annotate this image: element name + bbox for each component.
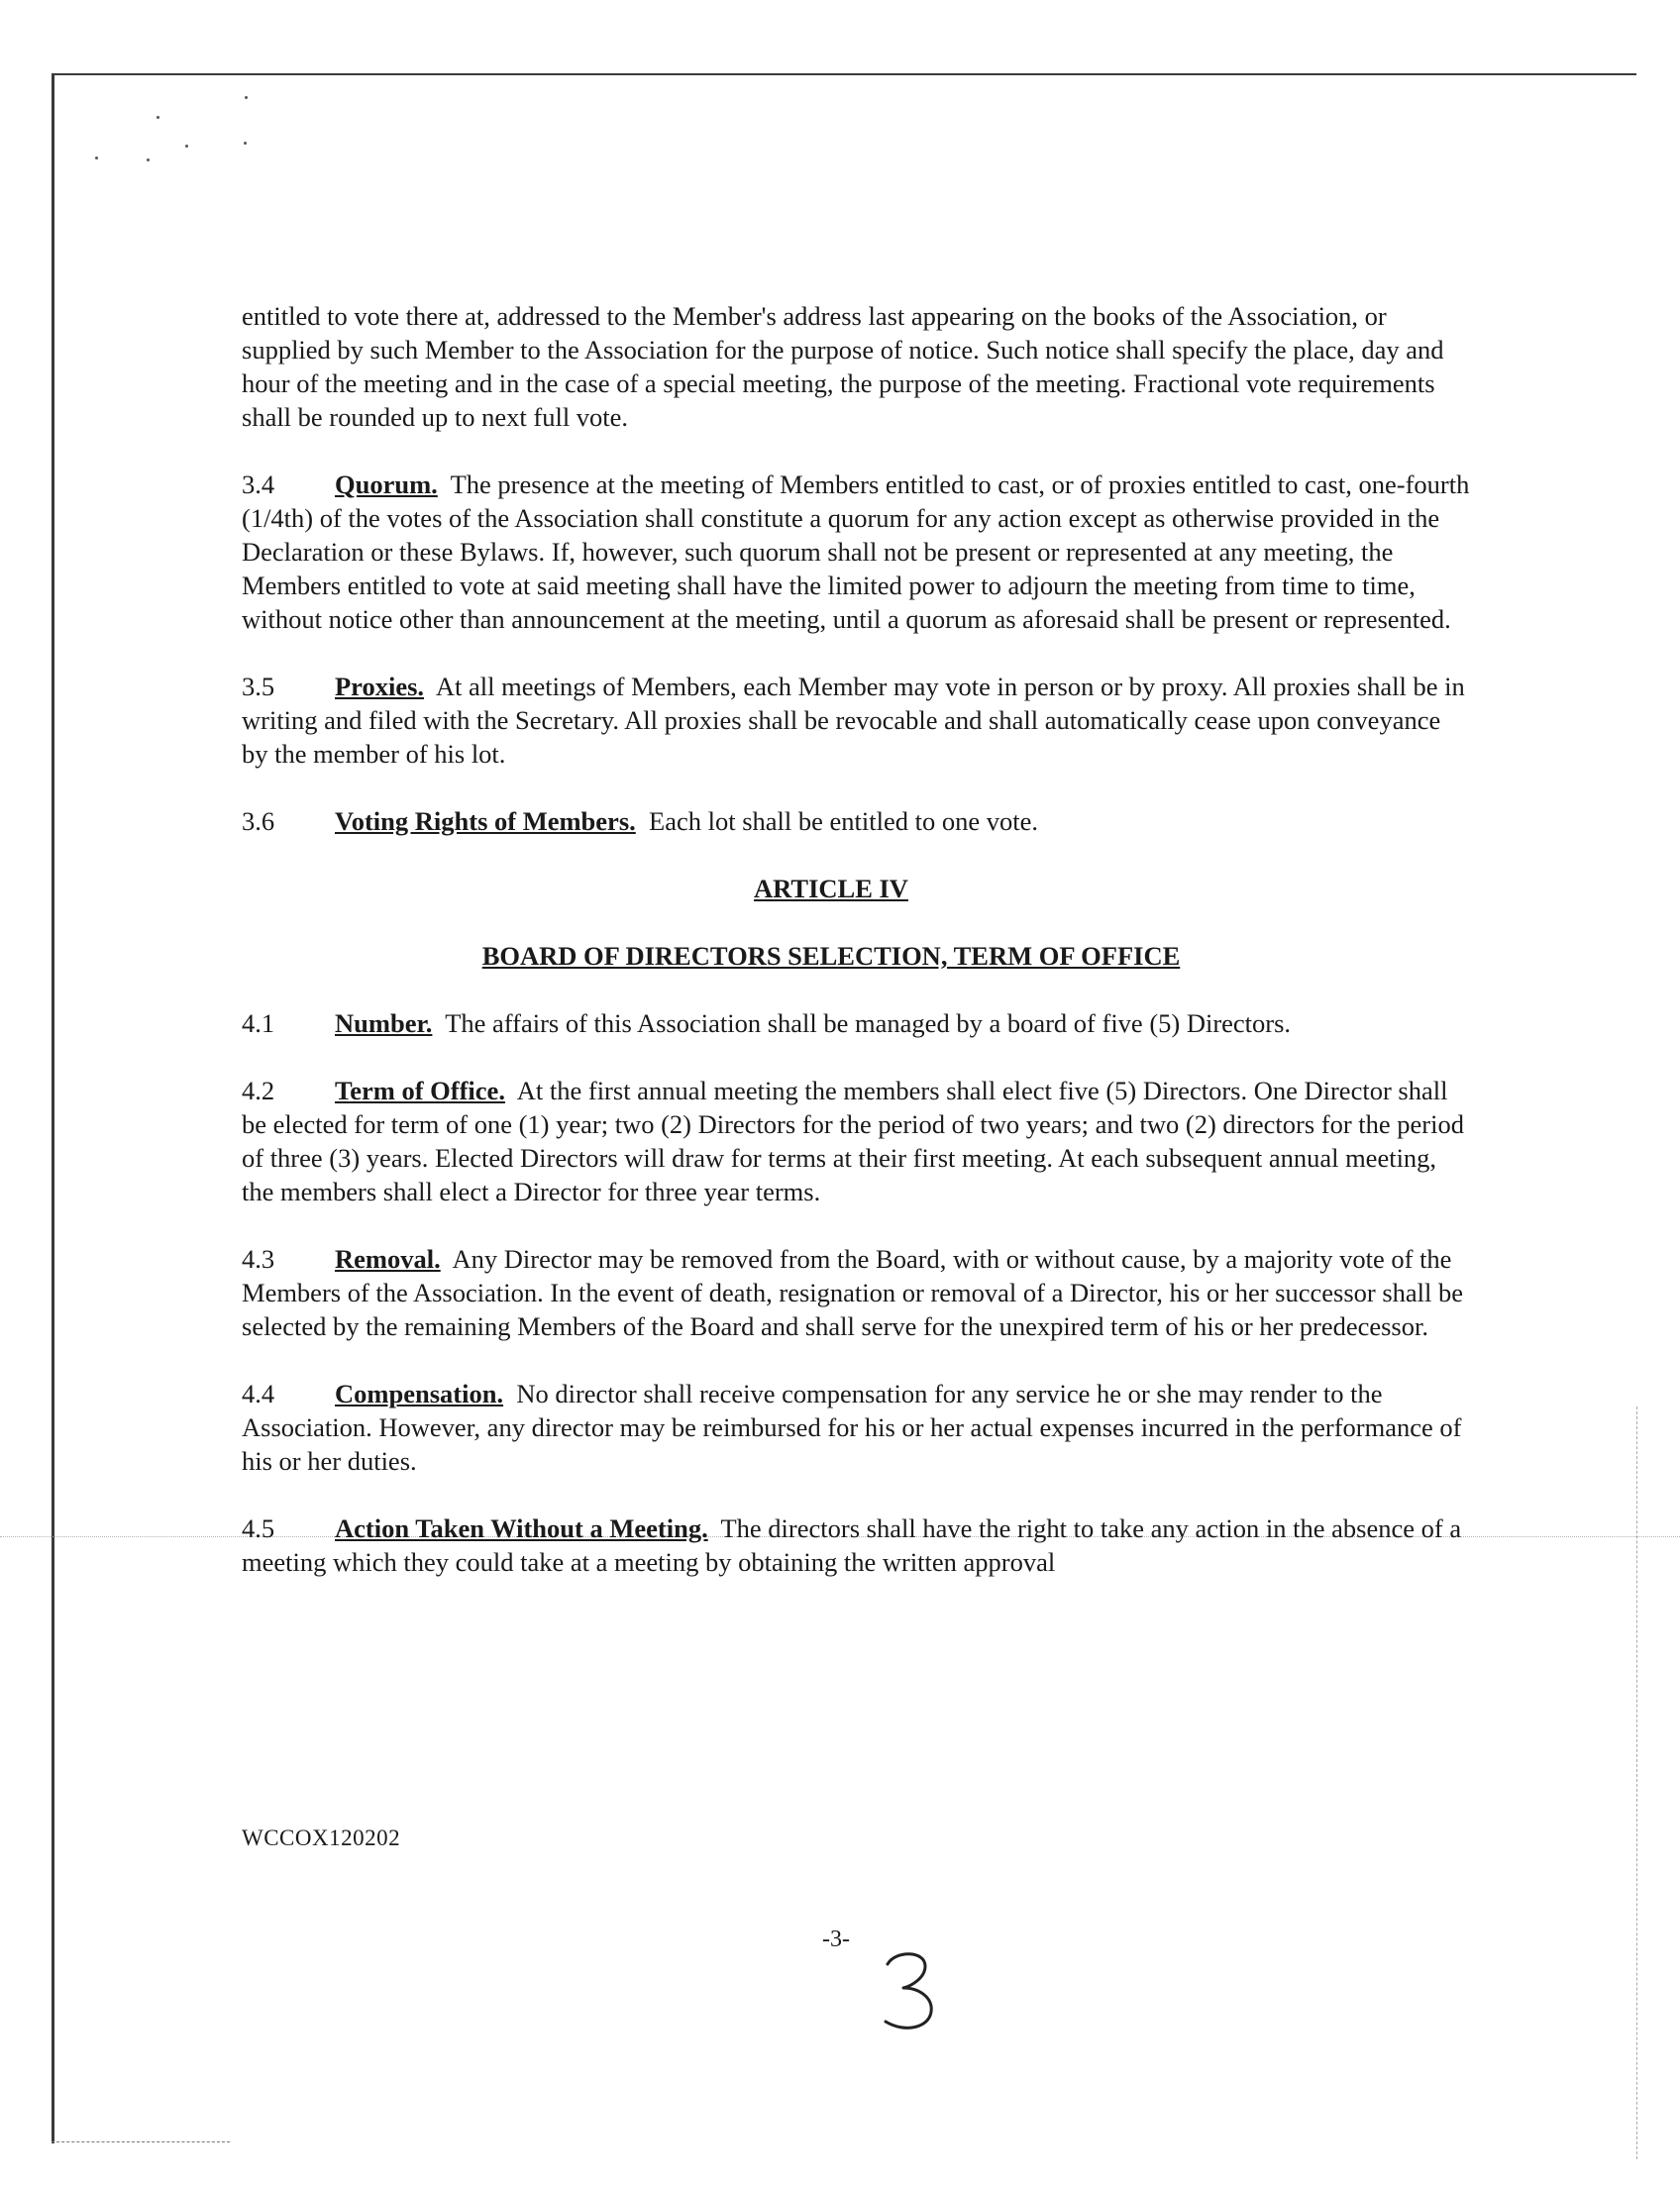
article-subtitle: BOARD OF DIRECTORS SELECTION, TERM OF OFFICE xyxy=(481,941,1181,971)
handwritten-page-mark xyxy=(876,1946,945,2040)
section-4-2 xyxy=(242,1074,1470,1208)
section-heading: Removal. xyxy=(335,1244,441,1274)
section-text: At all meetings of Members, each Member may vote in person or by proxy. All proxies shall be in writing and filed with the Secretary. All proxies shall be revocable and shall automatically cease upon conveyance by the member of his lot. xyxy=(242,672,1465,769)
section-4-1 xyxy=(242,1006,1470,1040)
section-heading: Term of Office. xyxy=(335,1076,505,1105)
scan-speck xyxy=(157,116,159,119)
scan-speck xyxy=(95,156,98,159)
scan-speck xyxy=(244,142,247,145)
section-text: No director shall receive compensation for any service he or she may render to the Association. However, any director may be reimbursed for his or her actual expenses incurred in the performance of his or her duties. xyxy=(242,1379,1462,1476)
scan-speck xyxy=(147,158,150,161)
section-text: The presence at the meeting of Members entitled to cast, or of proxies entitled to cast, one-fourth (1/4th) of the votes of the Association shall constitute a quorum for any action except as otherwise provided in the Declaration or these Bylaws. If, however, such quorum shall not be present or represented at any meeting, the Members entitled to vote at said meeting shall have the limited power to adjourn the meeting from time to time, without notice other than announcement at the meeting, until a quorum as aforesaid shall be present or represented. xyxy=(242,469,1470,634)
section-3-6 xyxy=(242,804,1470,838)
section-heading: Action Taken Without a Meeting. xyxy=(335,1513,708,1543)
scan-border-right xyxy=(1636,1406,1637,2159)
section-heading: Compensation. xyxy=(335,1379,504,1408)
section-3-4 xyxy=(242,468,1470,636)
section-text: The directors shall have the right to take any action in the absence of a meeting which they could take at a meeting by obtaining the written approval xyxy=(242,1513,1462,1577)
section-text: Each lot shall be entitled to one vote. xyxy=(649,806,1038,836)
section-number: 4.3 xyxy=(242,1244,275,1274)
section-heading: Quorum. xyxy=(335,469,438,499)
section-4-4 xyxy=(242,1377,1470,1478)
section-heading: Proxies. xyxy=(335,672,425,701)
footer-document-code: WCCOX120202 xyxy=(242,1825,401,1850)
intro-paragraph: entitled to vote there at, addressed to the Member's address last appearing on the books of the Association, or supplied by such Member to the Association for the purpose of notice. Such notice shall specify the place, day and hour of the meeting and in the case of a special meeting, the purpose of the meeting. Fractional vote requirements shall be rounded up to next full vote. xyxy=(242,301,1444,432)
section-number: 4.1 xyxy=(242,1008,275,1038)
scan-border-top xyxy=(52,73,1636,75)
section-number: 3.4 xyxy=(242,469,275,499)
page-number: -3- xyxy=(822,1927,850,1952)
section-number: 4.4 xyxy=(242,1379,275,1408)
section-3-5 xyxy=(242,670,1470,771)
article-title: ARTICLE IV xyxy=(754,874,908,903)
scan-speck xyxy=(245,96,248,99)
scan-border-left xyxy=(52,73,54,2143)
section-heading: Voting Rights of Members. xyxy=(335,806,636,836)
section-text: At the first annual meeting the members shall elect five (5) Directors. One Director shall be elected for term of one (1) year; two (2) Directors for the period of two years; and two (2) directors for the period of three (3) years. Elected Directors will draw for terms at their first meeting. At each subsequent annual meeting, the members shall elect a Director for three year terms. xyxy=(242,1076,1464,1206)
section-4-5 xyxy=(242,1511,1470,1579)
scan-speck xyxy=(185,145,188,148)
section-number: 3.6 xyxy=(242,806,275,836)
section-heading: Number. xyxy=(335,1008,433,1038)
handwritten-three-icon xyxy=(876,1946,945,2035)
section-4-3 xyxy=(242,1242,1470,1343)
section-number: 4.5 xyxy=(242,1513,275,1543)
section-text: Any Director may be removed from the Board, with or without cause, by a majority vote of the Members of the Association. In the event of death, resignation or removal of a Director, his or her successor shall be selected by the remaining Members of the Board and shall serve for the unexpired term of his or her predecessor. xyxy=(242,1244,1464,1341)
section-number: 3.5 xyxy=(242,672,275,701)
section-number: 4.2 xyxy=(242,1076,275,1105)
section-text: The affairs of this Association shall be managed by a board of five (5) Directors. xyxy=(445,1008,1292,1038)
document-body xyxy=(242,299,1470,1613)
scan-border-bottom xyxy=(52,2141,230,2143)
